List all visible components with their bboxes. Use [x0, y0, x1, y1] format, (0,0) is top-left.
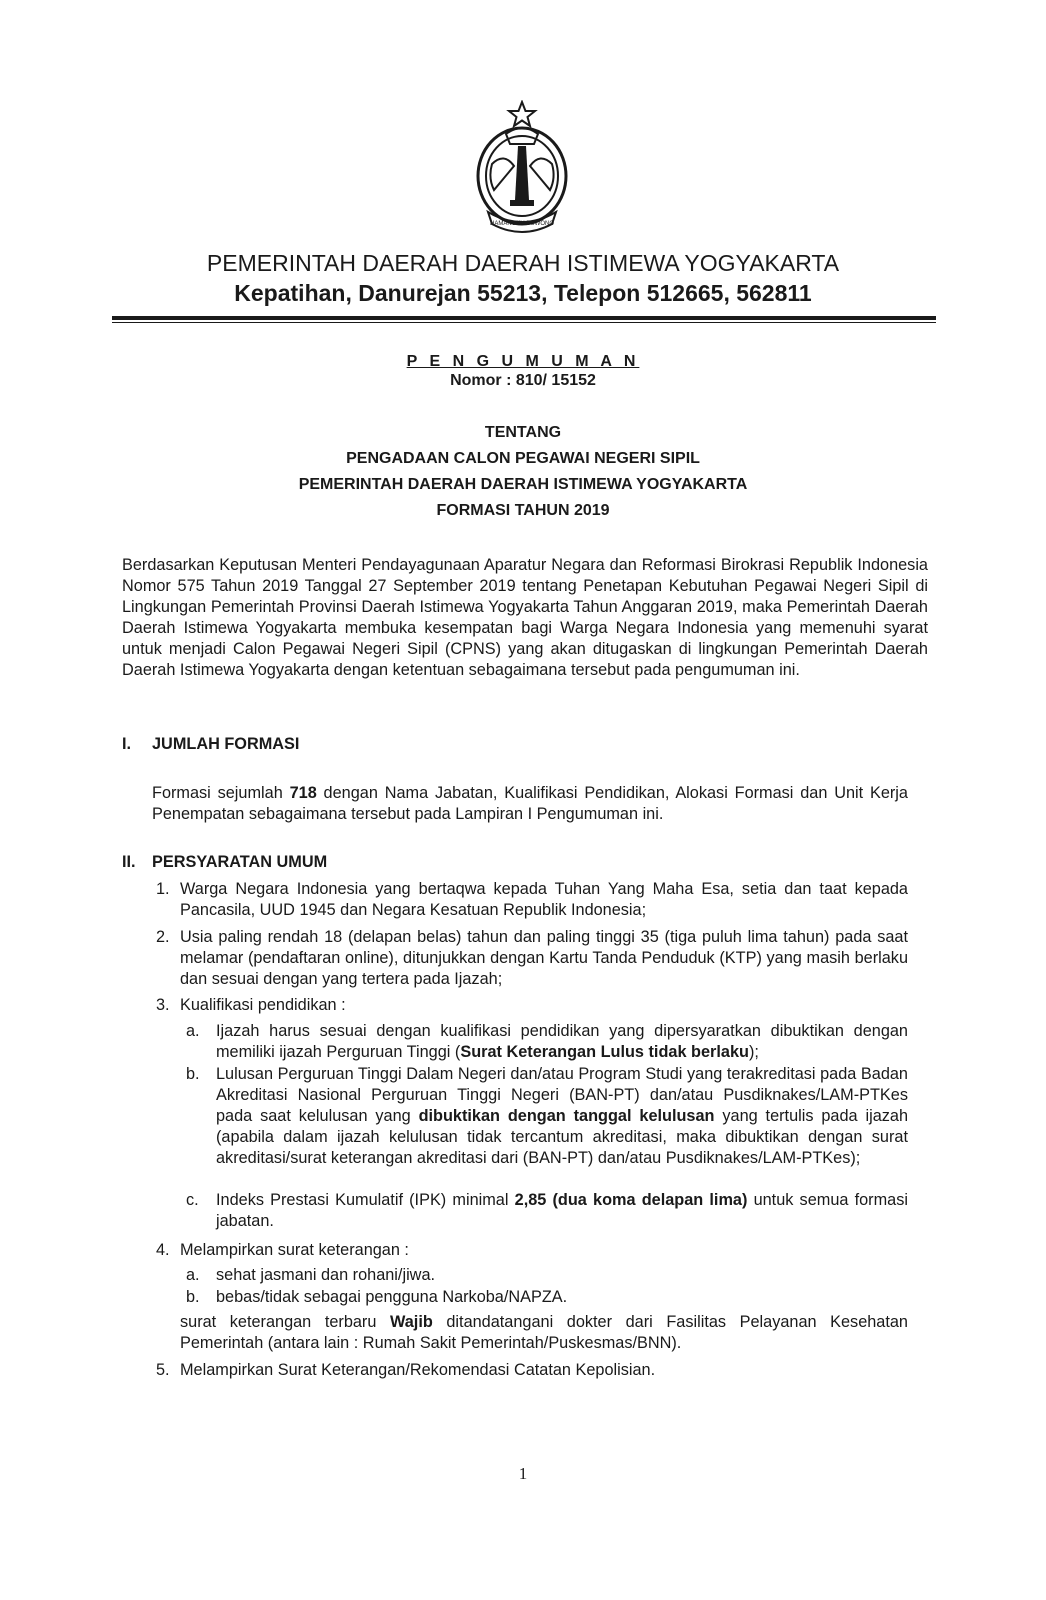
- announcement-label: P E N G U M U M A N: [406, 353, 640, 370]
- letterhead-divider-thin: [112, 322, 936, 323]
- section-1-text: Formasi sejumlah 718 dengan Nama Jabatan, Kualifikasi Pendidikan, Alokasi Formasi dan Unit Kerja Penempatan sebagaimana tersebut pada Lampiran I Pengumuman ini.: [152, 784, 908, 823]
- sub-item-letter: c.: [186, 1191, 199, 1209]
- letterhead-address: Kepatihan, Danurejan 55213, Telepon 512665, 562811: [234, 280, 812, 306]
- sub-item-letter: b.: [186, 1288, 200, 1306]
- sub-item-text: Indeks Prestasi Kumulatif (IPK) minimal 2,85 (dua koma delapan lima) untuk semua formasi jabatan.: [216, 1191, 908, 1230]
- sub-item-text: bebas/tidak sebagai pengguna Narkoba/NAPZA.: [216, 1288, 568, 1306]
- announcement-subject-1: PENGADAAN CALON PEGAWAI NEGERI SIPIL: [346, 450, 700, 467]
- letterhead-title: PEMERINTAH DAERAH DAERAH ISTIMEWA YOGYAKARTA: [206, 250, 840, 276]
- section-1-title: JUMLAH FORMASI: [152, 735, 300, 753]
- page-number: 1: [518, 1464, 528, 1483]
- sub-item-letter: a.: [186, 1266, 200, 1284]
- list-item-text: Melampirkan surat keterangan :: [180, 1241, 409, 1259]
- list-item-number: 5.: [156, 1361, 170, 1379]
- letterhead-divider-thick: [112, 316, 936, 320]
- list-item-number: 1.: [156, 880, 170, 898]
- intro-paragraph: Berdasarkan Keputusan Menteri Pendayagunaan Aparatur Negara dan Reformasi Birokrasi Republik Indonesia Nomor 575 Tahun 2019 Tanggal 27 September 2019 tentang Penetapan Kebutuhan Pegawai Negeri Sipil di Lingkungan Pemerintah Provinsi Daerah Istimewa Yogyakarta Tahun Anggaran 2019, maka Pemerintah Daerah Daerah Istimewa Yogyakarta membuka kesempatan bagi Warga Negara Indonesia yang memenuhi syarat untuk menjadi Calon Pegawai Negeri Sipil (CPNS) yang akan ditugaskan di lingkungan Pemerintah Daerah Daerah Istimewa Yogyakarta dengan ketentuan sebagaimana tersebut pada pengumuman ini.: [122, 556, 928, 679]
- sub-item-letter: a.: [186, 1022, 200, 1040]
- sub-item-text: sehat jasmani dan rohani/jiwa.: [216, 1266, 436, 1284]
- announcement-subject-3: FORMASI TAHUN 2019: [436, 502, 610, 519]
- health-certificate-note: surat keterangan terbaru Wajib ditandatangani dokter dari Fasilitas Pelayanan Kesehatan Pemerintah (antara lain : Rumah Sakit Pemerintah/Puskesmas/BNN).: [180, 1313, 908, 1352]
- coat-of-arms-logo: [468, 100, 576, 240]
- list-item-text: Usia paling rendah 18 (delapan belas) tahun dan paling tinggi 35 (tiga puluh lima tahun) pada saat melamar (pendaftaran online), ditunjukkan dengan Kartu Tanda Penduduk (KTP) yang masih berlaku dan sesuai dengan yang tertera pada Ijazah;: [180, 928, 908, 988]
- list-item-number: 4.: [156, 1241, 170, 1259]
- list-item-number: 3.: [156, 996, 170, 1014]
- announcement-number: Nomor : 810/ 15152: [450, 372, 596, 389]
- section-2-numeral: II.: [122, 853, 136, 871]
- list-item-text: Kualifikasi pendidikan :: [180, 996, 346, 1014]
- logo-ribbon-text: HAMANGKU BUWONO: [489, 221, 555, 227]
- announcement-subject-2: PEMERINTAH DAERAH DAERAH ISTIMEWA YOGYAKARTA: [298, 476, 748, 493]
- sub-item-text: Ijazah harus sesuai dengan kualifikasi pendidikan yang dipersyaratkan dibuktikan dengan memiliki ijazah Perguruan Tinggi (Surat Keterangan Lulus tidak berlaku);: [216, 1022, 908, 1061]
- sub-item-text: Lulusan Perguruan Tinggi Dalam Negeri dan/atau Program Studi yang terakreditasi pada Badan Akreditasi Nasional Perguruan Tinggi Negeri (BAN-PT) dan/atau Pusdiknakes/LAM-PTKes pada saat kelulusan yang dibuktikan dengan tanggal kelulusan yang tertulis pada ijazah (apabila dalam ijazah kelulusan tidak tercantum akreditasi, maka dibuktikan dengan surat akreditasi/surat keterangan akreditasi dari (BAN-PT) dan/atau Pusdiknakes/LAM-PTKes);: [216, 1065, 908, 1167]
- list-item-text: Warga Negara Indonesia yang bertaqwa kepada Tuhan Yang Maha Esa, setia dan taat kepada Pancasila, UUD 1945 dan Negara Kesatuan Republik Indonesia;: [180, 880, 908, 919]
- section-1-numeral: I.: [122, 735, 132, 753]
- list-item-text: Melampirkan Surat Keterangan/Rekomendasi Catatan Kepolisian.: [180, 1361, 656, 1379]
- section-2-title: PERSYARATAN UMUM: [152, 853, 328, 871]
- announcement-about: TENTANG: [484, 424, 562, 441]
- sub-item-letter: b.: [186, 1065, 200, 1083]
- list-item-number: 2.: [156, 928, 170, 946]
- formation-count: 718: [289, 784, 317, 802]
